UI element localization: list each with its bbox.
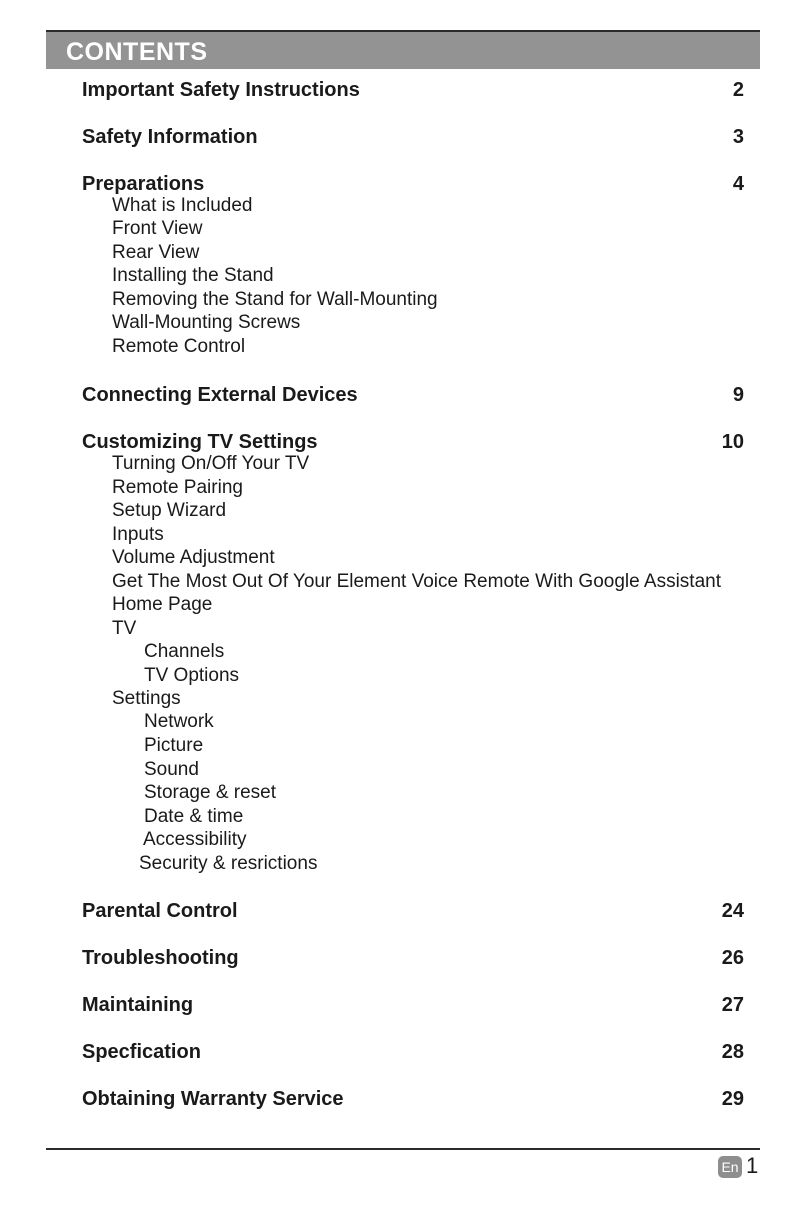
toc-subitem[interactable]: Front View [112,218,203,239]
toc-subitem[interactable]: TV [112,618,137,639]
toc-entry-page: 27 [721,994,744,1016]
toc-entry-title: Preparations [82,173,205,195]
toc-entry-title: Parental Control [82,900,238,922]
toc-subitem[interactable]: Wall-Mounting Screws [112,312,301,333]
toc-entry-page: 4 [732,173,744,195]
toc-subitem[interactable]: Installing the Stand [112,265,274,286]
toc-entry-safety-information[interactable] [82,124,744,150]
toc-entry-parental-control[interactable] [82,898,744,924]
toc-subsubitem[interactable]: Channels [144,641,225,662]
toc-entry-title: Specfication [82,1041,201,1063]
toc-subitem[interactable]: What is Included [112,195,253,216]
toc-subitem[interactable]: Inputs [112,524,164,545]
language-badge: En [718,1156,742,1178]
toc-subitem[interactable]: Settings [112,688,181,709]
toc-subitem[interactable]: Turning On/Off Your TV [112,453,310,474]
toc-entry-page: 26 [721,947,744,969]
footer-divider [46,1148,760,1150]
toc-entry-page: 2 [732,79,744,101]
toc-subsubitem[interactable]: TV Options [144,665,240,686]
toc-subitem[interactable]: Home Page [112,594,213,615]
toc-entry-title: Important Safety Instructions [82,79,360,101]
toc-entry-title: Obtaining Warranty Service [82,1088,344,1110]
toc-entry-maintaining[interactable] [82,992,744,1018]
toc-subitem[interactable]: Volume Adjustment [112,547,275,568]
toc-entry-important-safety-instructions[interactable] [82,77,744,103]
toc-subsubitem[interactable]: Picture [144,735,204,756]
toc-entry-page: 9 [732,384,744,406]
toc-subitem[interactable]: Get The Most Out Of Your Element Voice Remote With Google Assistant [112,571,722,592]
toc-subsubitem[interactable]: Storage & reset [144,782,277,803]
toc-subsubitem[interactable]: Security & resrictions [139,853,318,874]
toc-entry-page: 28 [721,1041,744,1063]
toc-subitem[interactable]: Setup Wizard [112,500,227,521]
toc-entry-title: Safety Information [82,126,258,148]
toc-entry-specfication[interactable] [82,1039,744,1065]
toc-entry-page: 10 [721,431,744,453]
toc-subsubitem[interactable]: Accessibility [143,829,247,850]
page-title: CONTENTS [66,38,208,66]
toc-subitem[interactable]: Remote Pairing [112,477,243,498]
toc-subitem[interactable]: Rear View [112,242,200,263]
toc-subsubitem[interactable]: Network [144,711,214,732]
toc-entry-page: 3 [732,126,744,148]
contents-header-bar [46,30,760,69]
toc-entry-title: Customizing TV Settings [82,431,318,453]
toc-subsubitem[interactable]: Sound [144,759,199,780]
toc-entry-title: Maintaining [82,994,194,1016]
toc-entry-title: Troubleshooting [82,947,239,969]
toc-subsubitem[interactable]: Date & time [144,806,244,827]
toc-entry-page: 24 [721,900,744,922]
toc-entry-troubleshooting[interactable] [82,945,744,971]
page-number: 1 [746,1153,759,1178]
toc-subitem[interactable]: Remote Control [112,336,246,357]
toc-entry-connecting-external-devices[interactable] [82,382,744,408]
toc-entry-title: Connecting External Devices [82,384,358,406]
toc-entry-page: 29 [721,1088,744,1110]
toc-entry-obtaining-warranty-service[interactable] [82,1086,744,1112]
toc-subitem[interactable]: Removing the Stand for Wall-Mounting [112,289,438,310]
